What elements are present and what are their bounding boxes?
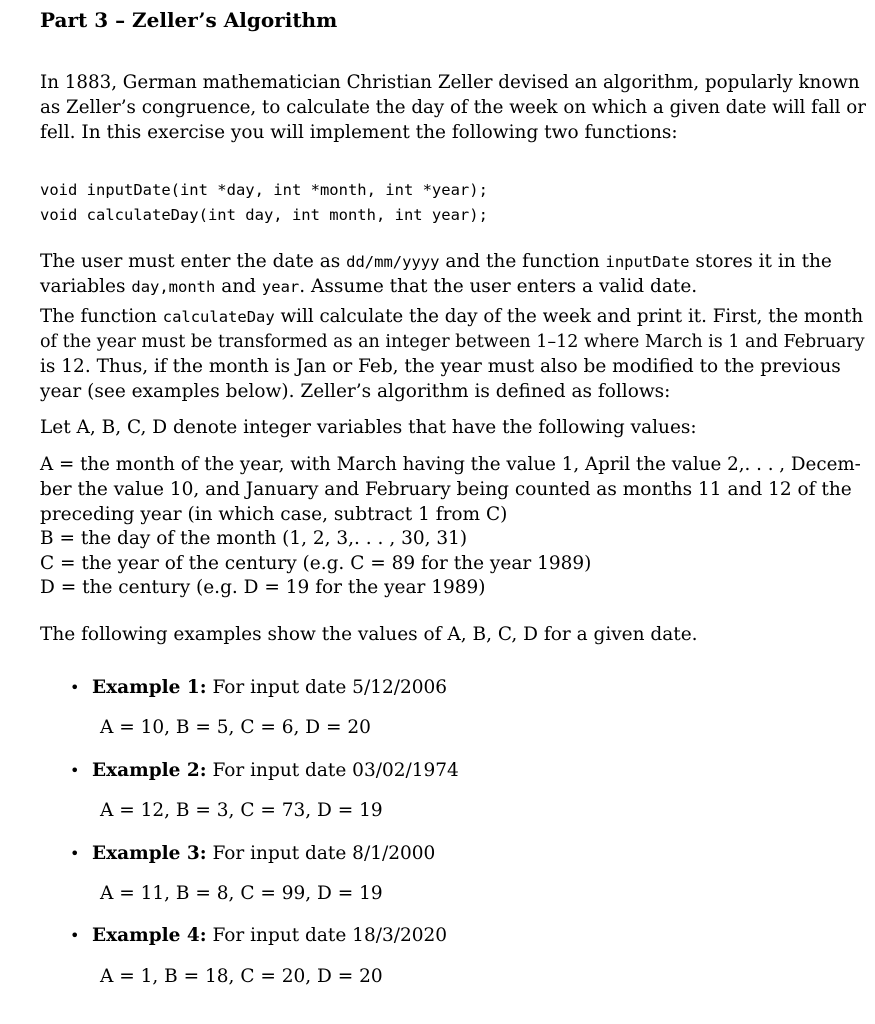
bullet-icon: • <box>70 761 80 780</box>
page-title: Part 3 – Zeller’s Algorithm <box>40 8 338 32</box>
def-line-3: preceding year (in which case, subtract 1 from C) <box>40 504 508 525</box>
bullet-icon: • <box>70 844 80 863</box>
let-line: Let A, B, C, D denote integer variables that have the following values: <box>40 417 697 438</box>
bullet-icon: • <box>70 678 80 697</box>
intro-line-2: as Zeller’s congruence, to calculate the day of the week on which a given date will fall or <box>40 97 867 118</box>
para3-line-1: The function calculateDay will calculate the day of the week and print it. First, the month <box>40 306 864 327</box>
example-1-values: A = 10, B = 5, C = 6, D = 20 <box>100 717 371 738</box>
intro-line-3: fell. In this exercise you will implement the following two functions: <box>40 122 678 143</box>
examples-intro: The following examples show the values of A, B, C, D for a given date. <box>40 624 698 645</box>
para3-line-4: year (see examples below). Zeller’s algorithm is defined as follows: <box>40 381 671 402</box>
def-line-1: A = the month of the year, with March having the value 1, April the value 2,. . . , Decem- <box>40 454 861 475</box>
example-2-title: Example 2: For input date 03/02/1974 <box>92 760 459 781</box>
para2-line-2: variables day,month and year. Assume that the user enters a valid date. <box>40 276 698 297</box>
def-line-5: C = the year of the century (e.g. C = 89 for the year 1989) <box>40 553 592 574</box>
example-3-title: Example 3: For input date 8/1/2000 <box>92 843 436 864</box>
para2-line-1: The user must enter the date as dd/mm/yyyy and the function inputDate stores it in the <box>40 251 832 272</box>
def-line-2: ber the value 10, and January and February being counted as months 11 and 12 of the <box>40 479 852 500</box>
para3-line-2: of the year must be transformed as an integer between 1–12 where March is 1 and February <box>40 332 865 352</box>
intro-line-1: In 1883, German mathematician Christian Zeller devised an algorithm, popularly known <box>40 72 860 93</box>
code-line-calculate-day: void calculateDay(int day, int month, int year); <box>40 206 488 224</box>
bullet-icon: • <box>70 926 80 945</box>
para3-line-3: is 12. Thus, if the month is Jan or Feb, the year must also be modified to the previous <box>40 356 841 377</box>
code-line-input-date: void inputDate(int *day, int *month, int *year); <box>40 181 488 199</box>
example-1-title: Example 1: For input date 5/12/2006 <box>92 677 448 698</box>
example-4-title: Example 4: For input date 18/3/2020 <box>92 925 448 946</box>
example-2-values: A = 12, B = 3, C = 73, D = 19 <box>100 800 383 821</box>
def-line-6: D = the century (e.g. D = 19 for the year 1989) <box>40 577 486 598</box>
example-3-values: A = 11, B = 8, C = 99, D = 19 <box>100 883 383 904</box>
def-line-4: B = the day of the month (1, 2, 3,. . . , 30, 31) <box>40 528 468 549</box>
example-4-values: A = 1, B = 18, C = 20, D = 20 <box>100 966 383 987</box>
